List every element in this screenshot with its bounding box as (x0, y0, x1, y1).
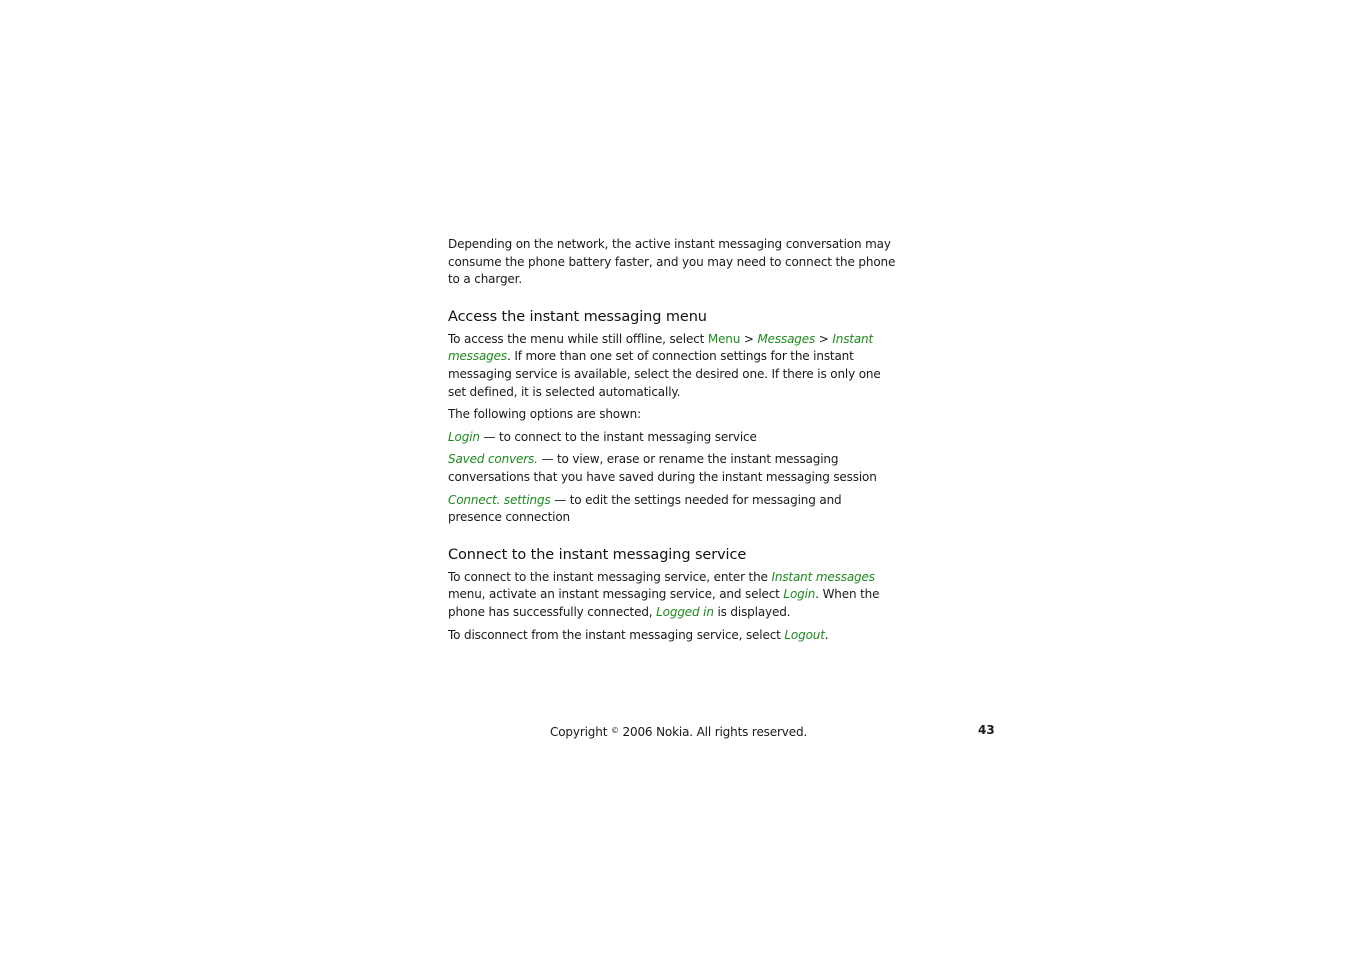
disconnect-text: To disconnect from the instant messaging service, select (448, 627, 785, 642)
menu-term: Menu (707, 331, 741, 346)
logged-in-term: Logged in (656, 604, 714, 619)
access-text-prefix: To access the menu while still offline, select (448, 331, 708, 346)
intro-paragraph: Depending on the network, the active instant messaging conversation may consume the phone battery faster, and you may need to connect the phone to a charger. (448, 237, 896, 287)
copyright-suffix: 2006 Nokia. All rights reserved. (618, 725, 808, 739)
path-separator: > (740, 331, 758, 346)
page-content (448, 236, 896, 649)
heading-access-menu: Access the instant messaging menu (448, 308, 707, 325)
option-description: — to edit the settings needed for messaging and presence connection (448, 492, 842, 525)
login-term: Login (783, 587, 816, 602)
access-paragraph (448, 331, 896, 401)
option-login (448, 429, 896, 447)
disconnect-text: . (824, 627, 829, 642)
connect-paragraph (448, 569, 896, 622)
option-saved-convers (448, 451, 896, 486)
path-separator: > (815, 331, 833, 346)
option-description: — to view, erase or rename the instant messaging conversations that you have saved during the instant messaging session (448, 452, 877, 484)
option-term: Saved convers. (448, 452, 538, 467)
disconnect-paragraph (448, 627, 896, 645)
option-term: Connect. settings (448, 492, 551, 507)
connect-text: To connect to the instant messaging service, enter the (448, 569, 772, 584)
logout-term: Logout (784, 627, 825, 642)
options-intro: The following options are shown: (448, 407, 641, 422)
copyright-symbol: © (610, 726, 619, 735)
option-connect-settings (448, 492, 896, 527)
access-text-suffix: . If more than one set of connection settings for the instant messaging service is available, select the desired one. If there is only one set defined, it is selected automatically. (448, 349, 881, 399)
instant-messages-term: Instant messages (448, 331, 874, 364)
copyright-prefix: Copyright (550, 725, 611, 739)
page-number: 43 (978, 723, 995, 737)
heading-connect-service: Connect to the instant messaging service (448, 546, 747, 563)
copyright-notice (550, 722, 807, 741)
connect-text: menu, activate an instant messaging service, and select (448, 587, 784, 602)
connect-text: is displayed. (713, 604, 791, 619)
option-term: Login (448, 429, 480, 444)
messages-term: Messages (757, 331, 816, 346)
option-description: — to connect to the instant messaging service (479, 429, 757, 444)
connect-text: . When the phone has successfully connected, (448, 587, 880, 619)
instant-messages-term: Instant messages (771, 569, 875, 584)
